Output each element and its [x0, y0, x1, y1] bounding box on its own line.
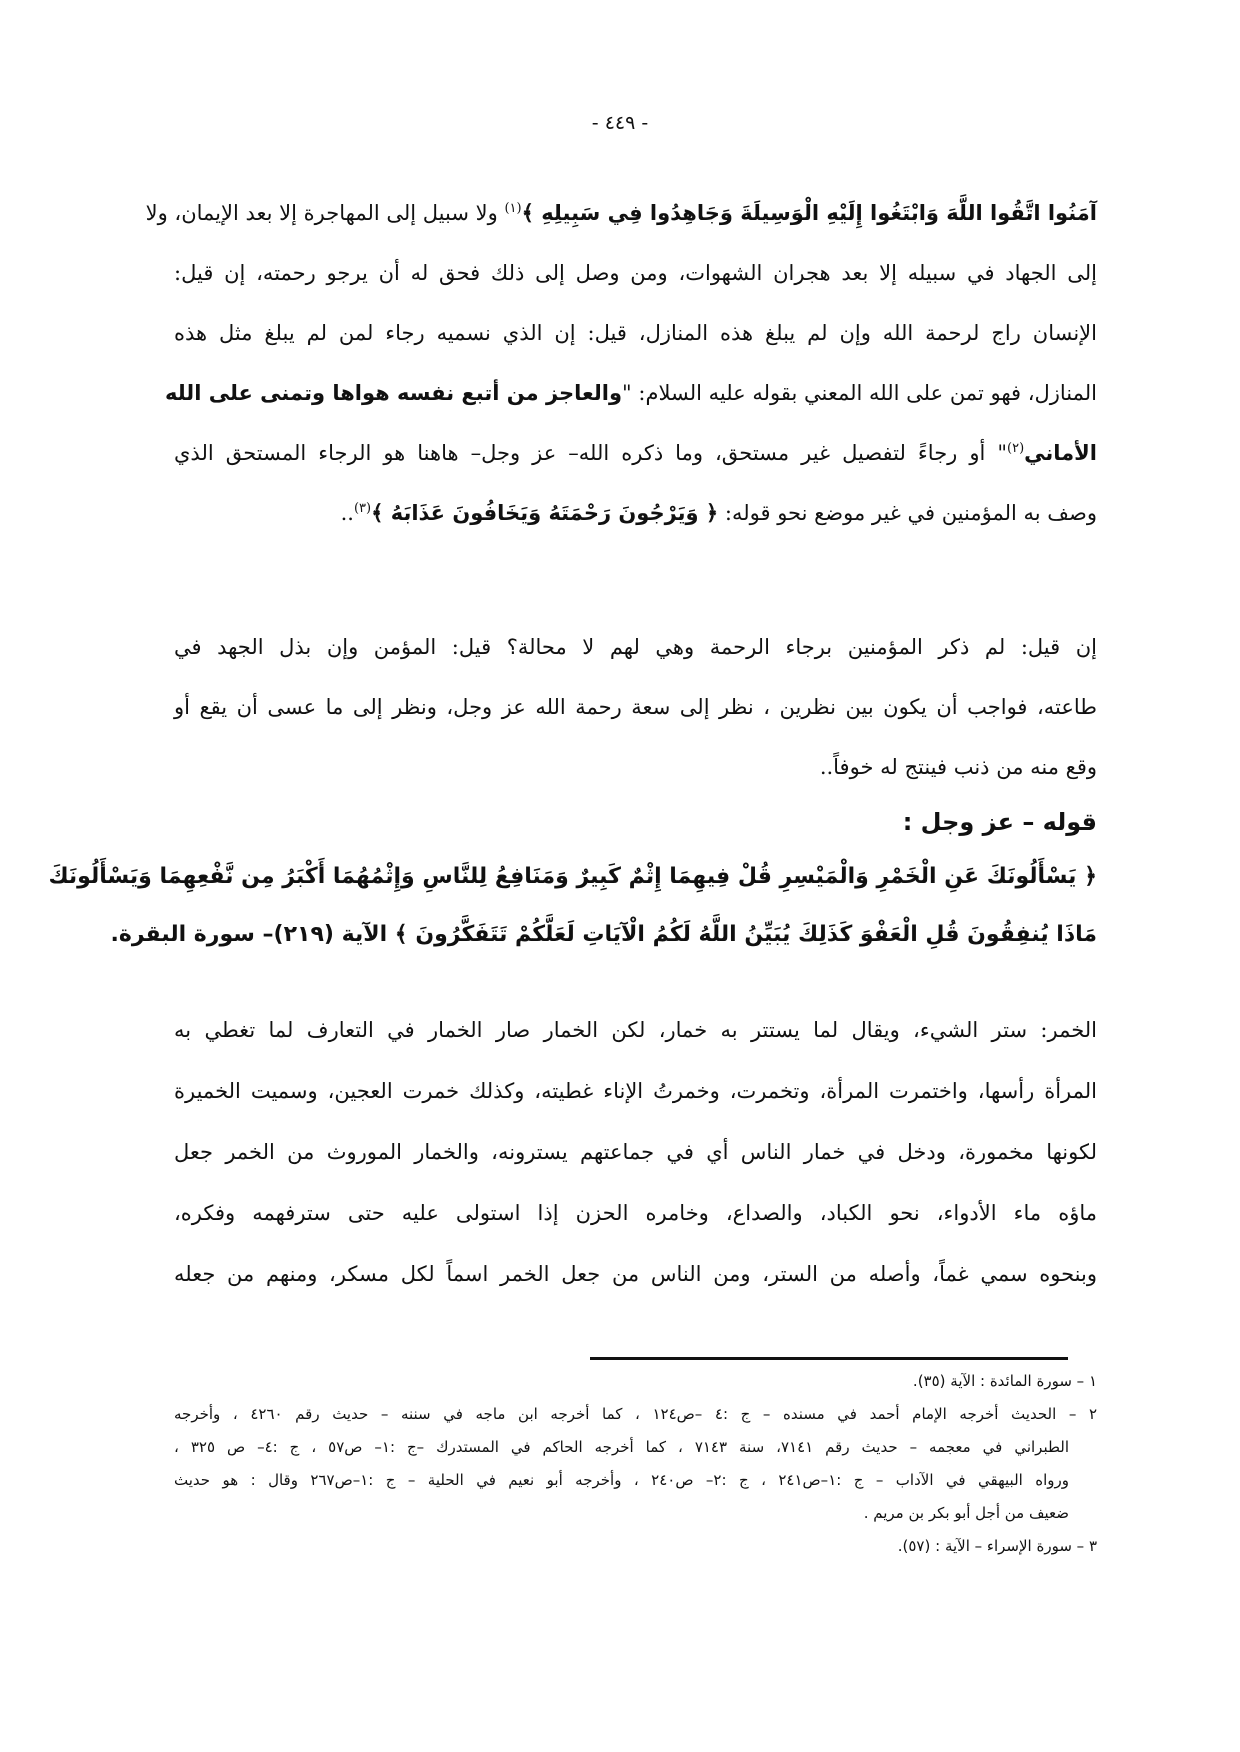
- paragraph-text: ولا سبيل إلى المهاجرة إلا بعد الإيمان، ولا: [145, 201, 498, 225]
- paragraph-line: [145, 183, 1097, 243]
- footnote-line: ضعيف من أجل أبو بكر بن مريم .: [863, 1504, 1069, 1522]
- paragraph-line: وقع منه من ذنب فينتج له خوفاً..: [819, 755, 1097, 779]
- paragraph-line: إلى الجهاد في سبيله إلا بعد هجران الشهوات، ومن وصل إلى ذلك فحق له أن يرجو رحمته، إن قيل:: [174, 261, 1097, 285]
- paragraph-3: [174, 1000, 1097, 1305]
- paragraph-text: وصف به المؤمنين في غير موضع نحو قوله:: [724, 501, 1097, 525]
- footnote-line: ٢ – الحديث أخرجه الإمام أحمد في مسنده – ج :٤ –ص١٢٤ ، كما أخرجه ابن ماجه في سننه – حديث رقم ٤٢٦٠ ، وأخرجه: [174, 1405, 1098, 1423]
- paragraph-line: ماؤه ماء الأدواء، نحو الكباد، والصداع، وخامره الحزن إذا استولى عليه حتى سترفهمه وفكره،: [174, 1201, 1097, 1225]
- quran-excerpt: آمَنُوا اتَّقُوا اللَّهَ وَابْتَغُوا إِلَيْهِ الْوَسِيلَةَ وَجَاهِدُوا فِي سَبِيلِهِ ﴾: [521, 201, 1097, 225]
- footnotes: [174, 1365, 1097, 1563]
- paragraph-line: وبنحوه سمي غماً، وأصله من الستر، ومن الناس من جعل الخمر اسماً لكل مسكر، ومنهم من جعله: [174, 1262, 1097, 1286]
- footnote-line: ٣ – سورة الإسراء – الآية : (٥٧).: [897, 1537, 1097, 1555]
- footnote-line: ١ – سورة المائدة : الآية (٣٥).: [912, 1372, 1097, 1390]
- verse-line: مَاذَا يُنفِقُونَ قُلِ الْعَفْوَ كَذَلِكَ يُبَيِّنُ اللَّهُ لَكُمُ الْآيَاتِ لَعَلَّكُمْ تَتَفَكَّرُونَ ﴾ الآية (٢١٩)– سورة البقرة.: [110, 922, 1097, 947]
- paragraph-text: المنازل، فهو تمن على الله المعني بقوله عليه السلام: ": [622, 381, 1097, 405]
- paragraph-line: [174, 483, 1097, 543]
- footnote-divider: [590, 1357, 1068, 1360]
- paragraph-text: ..: [340, 501, 354, 525]
- footnote-ref: (٣): [353, 501, 372, 516]
- paragraph-line: الإنسان راج لرحمة الله وإن لم يبلغ هذه المنازل، قيل: إن الذي نسميه رجاء لمن لم يبلغ مثل هذه: [174, 321, 1097, 345]
- paragraph-line: لكونها مخمورة، ودخل في خمار الناس أي في جماعتهم يسترونه، والخمار الموروث من الخمر جعل: [174, 1140, 1097, 1164]
- paragraph-line: الخمر: ستر الشيء، ويقال لما يستتر به خمار، لكن الخمار صار الخمار في التعارف لما تغطي به: [174, 1018, 1097, 1042]
- paragraph-1: [145, 183, 1097, 543]
- page-number: - ٤٤٩ -: [591, 112, 649, 134]
- footnote-line: ورواه البيهقي في الآداب – ج :١–ص٢٤١ ، ج :٢– ص٢٤٠ ، وأخرجه أبو نعيم في الحلية – ج :١–ص٢٦٧ وقال : هو حديث: [174, 1471, 1070, 1489]
- paragraph-line: [174, 423, 1097, 483]
- footnote-ref: (٢): [1007, 441, 1025, 456]
- quran-excerpt: ﴿ وَيَرْجُونَ رَحْمَتَهُ وَيَخَافُونَ عَذَابَهُ ﴾: [371, 501, 719, 525]
- footnote-line: الطبراني في معجمه – حديث رقم ٧١٤١، سنة ٧١٤٣ ، كما أخرجه الحاكم في المستدرك –ج :١– ص٥٧ ، ج :٤– ص ٣٢٥ ،: [174, 1438, 1070, 1456]
- paragraph-line: إن قيل: لم ذكر المؤمنين برجاء الرحمة وهي لهم لا محالة؟ قيل: المؤمن وإن بذل الجهد في: [174, 635, 1097, 659]
- paragraph-line: طاعته، فواجب أن يكون بين نظرين ، نظر إلى سعة رحمة الله عز وجل، ونظر إلى ما عسى أن يقع أو: [174, 695, 1097, 719]
- paragraph-text: " أو رجاءً لتفصيل غير مستحق، وما ذكره الله– عز وجل– هاهنا هو الرجاء المستحق الذي: [174, 441, 1007, 465]
- hadith-excerpt: والعاجز من أتبع نفسه هواها وتمنى على الله: [165, 381, 623, 405]
- footnote-ref: (١): [504, 201, 522, 216]
- paragraph-line: [165, 363, 1097, 423]
- paragraph-line: المرأة رأسها، واختمرت المرأة، وتخمرت، وخمرتُ الإناء غطيته، وكذلك خمرت العجين، وسميت الخميرة: [174, 1079, 1097, 1103]
- hadith-excerpt: الأماني: [1024, 441, 1097, 465]
- section-heading: قوله – عز وجل :: [902, 808, 1097, 836]
- paragraph-2: [174, 617, 1097, 797]
- quran-verse: [48, 848, 1097, 964]
- verse-line: ﴿ يَسْأَلُونَكَ عَنِ الْخَمْرِ وَالْمَيْسِرِ قُلْ فِيهِمَا إِثْمٌ كَبِيرٌ وَمَنَافِعُ لِلنَّاسِ وَإِثْمُهُمَا أَكْبَرُ مِن نَّفْعِهِمَا وَيَسْأَلُونَكَ: [48, 864, 1097, 889]
